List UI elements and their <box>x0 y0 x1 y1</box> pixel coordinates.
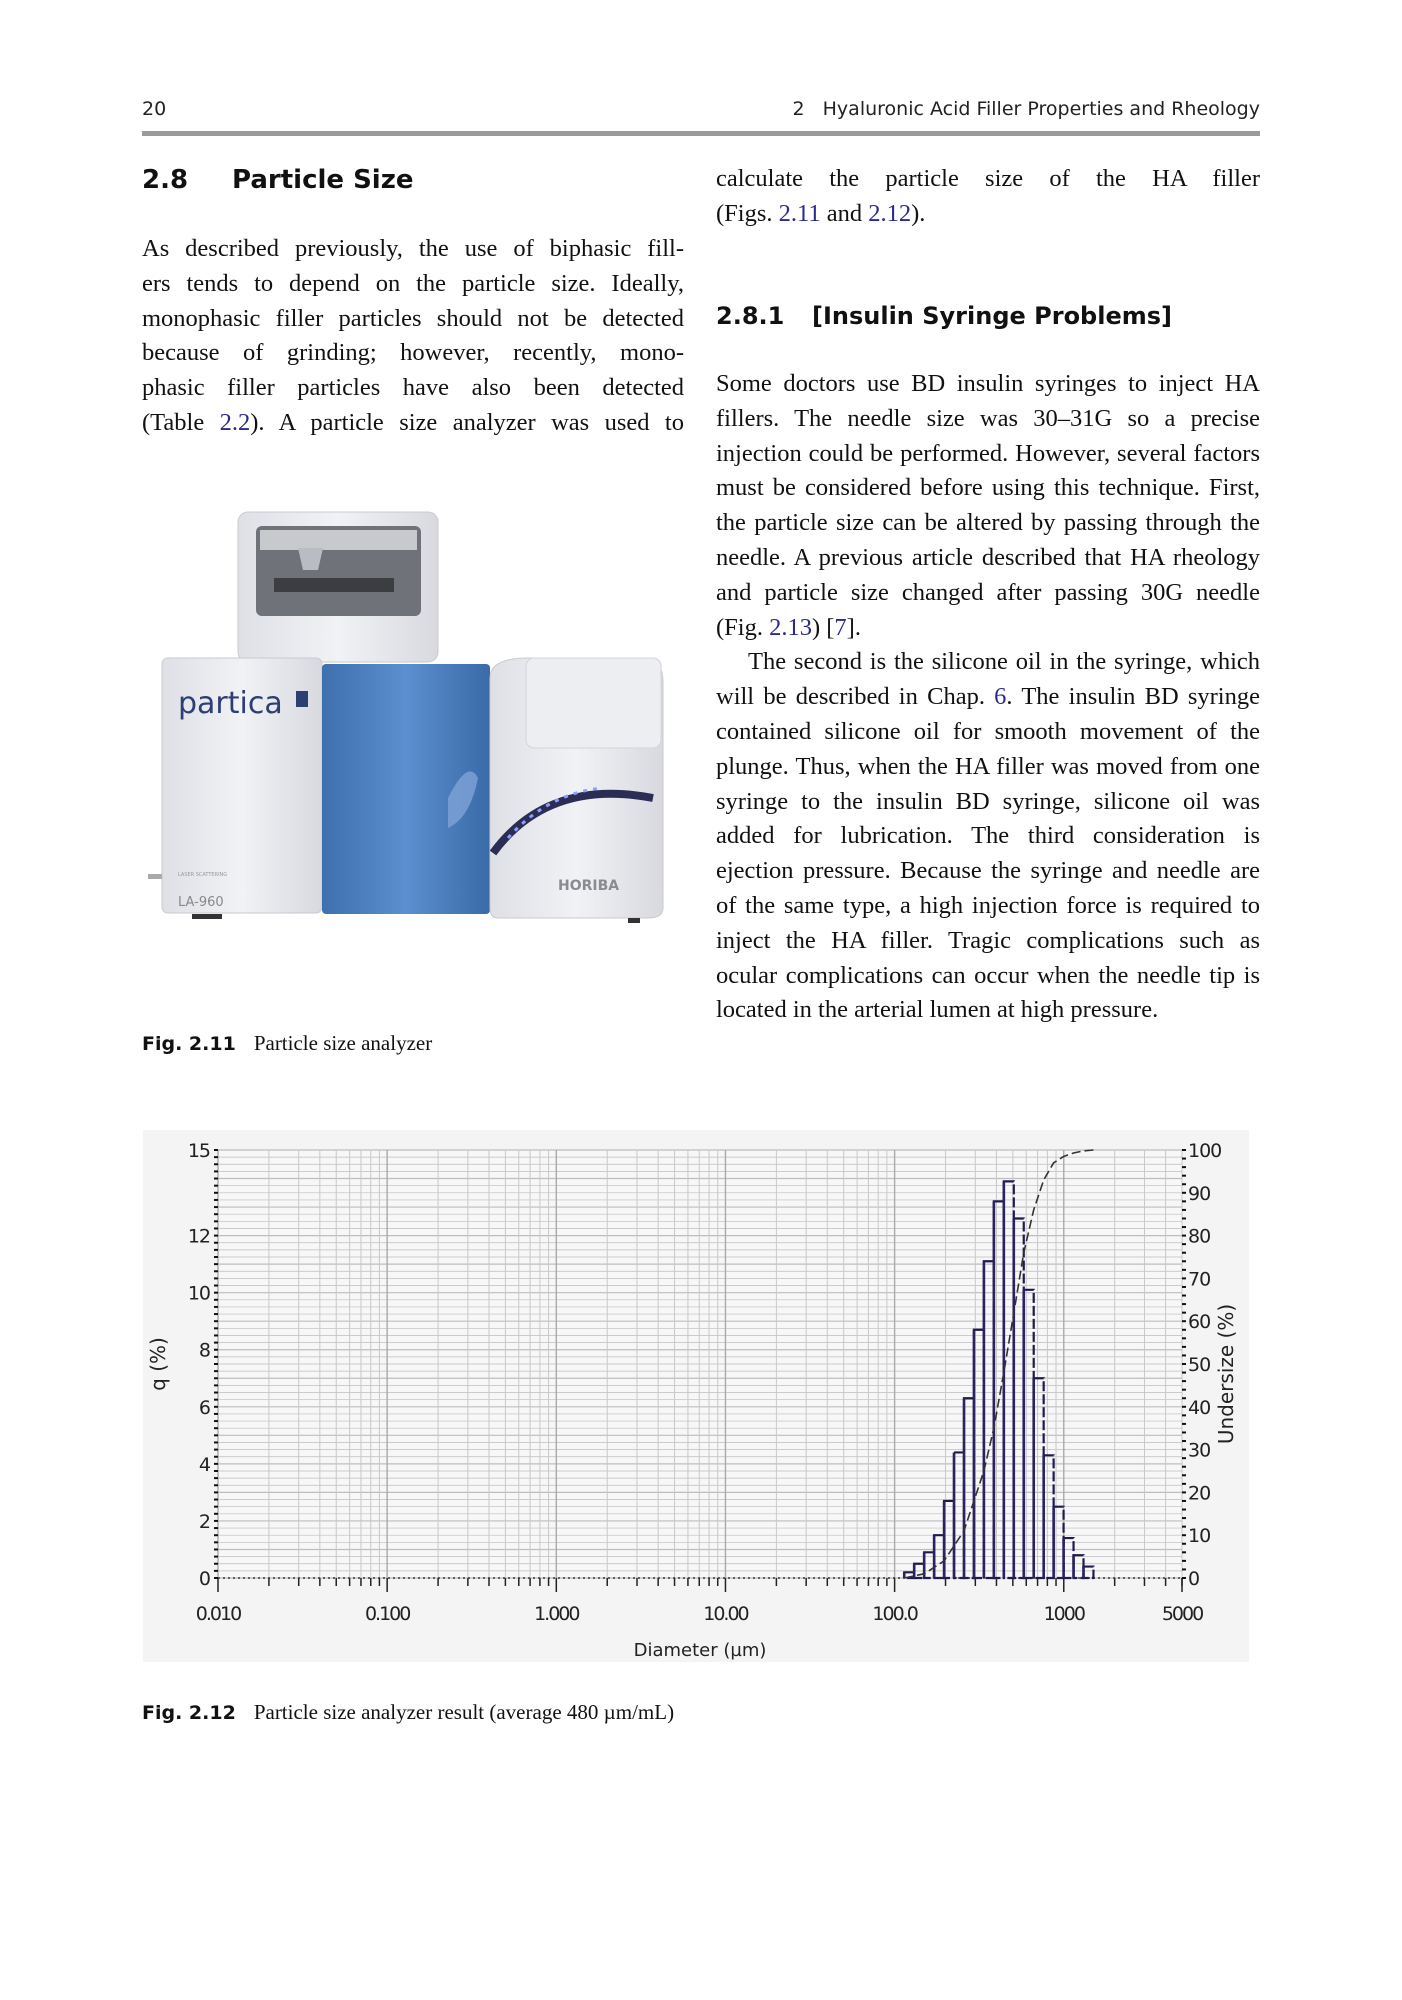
svg-text:6: 6 <box>198 1396 210 1419</box>
svg-text:HORIBA: HORIBA <box>558 878 620 894</box>
svg-text:60: 60 <box>1188 1311 1211 1334</box>
figure-link-2-11[interactable]: 2.11 <box>778 199 821 227</box>
subsection-title: [Insulin Syringe Problems] <box>812 302 1172 330</box>
table-ref-line: (Table 2.2). A particle size analyzer was used to <box>142 408 684 436</box>
paragraph-2: The second is the silicone oil in the syringe, which will be described in Chap. 6. The insulin BD syringe contained silicone oil for smooth movement of the plunge. Thus, when the HA filler was moved from one syringe to the insulin BD syringe, silicone oil was added for lubrication. The third consideration is ejection pressure. Because the syringe and needle are of the same type, a high injection force is required to inject the HA filler. Tragic complications such as ocular complications can occur when the needle tip is located in the arterial lumen at high pressure. <box>716 648 1260 1024</box>
paragraph-1: Some doctors use BD insulin syringes to inject HA fillers. The needle size was 30–31G so a precise injection could be performed. However, several factors must be considered before using this technique. First, the particle size can be altered by passing through the needle. A previous article described that HA rheology and particle size changed after passing 30G needle (Fig. 2.13) [7]. <box>716 370 1260 641</box>
section-title: Particle Size <box>232 165 414 195</box>
svg-text:10: 10 <box>1188 1525 1211 1548</box>
text-line: As described previously, the use of biphasic fill- <box>142 235 684 262</box>
svg-text:LASER SCATTERING: LASER SCATTERING <box>178 872 228 878</box>
figure-label: Fig. 2.11 <box>142 1033 236 1055</box>
figure-2-11-caption <box>142 1031 432 1056</box>
figure-caption-text: Particle size analyzer <box>253 1031 433 1055</box>
svg-text:Diameter (µm): Diameter (µm) <box>633 1640 767 1661</box>
svg-text:8: 8 <box>198 1339 210 1362</box>
svg-text:10: 10 <box>187 1282 210 1305</box>
svg-text:4: 4 <box>198 1453 210 1476</box>
figure-caption-text: Particle size analyzer result (average 480 µm/mL) <box>253 1700 675 1724</box>
svg-text:5000: 5000 <box>1161 1603 1203 1625</box>
subsection-heading <box>716 302 1172 330</box>
svg-text:100: 100 <box>1188 1140 1222 1162</box>
section-heading <box>142 165 413 195</box>
figure-link-2-13[interactable]: 2.13 <box>769 613 812 641</box>
chapter-title: 2 Hyaluronic Acid Filler Properties and Rheology <box>792 98 1260 120</box>
chart-svg <box>143 1130 1249 1662</box>
svg-text:1000: 1000 <box>1043 1603 1084 1625</box>
svg-text:40: 40 <box>1188 1396 1211 1419</box>
text-line-with-link <box>142 406 684 441</box>
text-line: calculate the particle size of the HA filler <box>716 165 1260 192</box>
svg-text:70: 70 <box>1188 1268 1211 1291</box>
header-rule <box>142 131 1260 136</box>
svg-text:90: 90 <box>1188 1182 1211 1205</box>
subsection-body <box>716 367 1260 1028</box>
section-paragraph <box>142 232 684 441</box>
brand-text: partica <box>178 686 283 721</box>
page-number: 20 <box>142 98 167 120</box>
figure-2-12-caption <box>142 1700 674 1725</box>
svg-text:0: 0 <box>1188 1568 1200 1590</box>
particle-size-distribution-chart <box>143 1130 1249 1662</box>
svg-text:15: 15 <box>187 1140 210 1162</box>
text-line: phasic filler particles have also been detected <box>142 374 684 402</box>
svg-text:q (%): q (%) <box>146 1337 170 1391</box>
text-line: (Figs. 2.11 and 2.12). <box>716 199 926 227</box>
svg-text:0.010: 0.010 <box>195 1603 241 1625</box>
chapter-link-6[interactable]: 6 <box>994 683 1007 711</box>
subsection-number: 2.8.1 <box>716 302 785 330</box>
particle-size-analyzer-photo <box>148 508 676 993</box>
text-line: because of grinding; however, recently, mono- <box>142 339 684 367</box>
section-number: 2.8 <box>142 165 189 195</box>
table-link-2-2[interactable]: 2.2 <box>219 408 251 436</box>
running-header <box>142 98 1260 124</box>
svg-text:1.000: 1.000 <box>534 1603 579 1625</box>
figure-link-2-12[interactable]: 2.12 <box>868 199 912 227</box>
svg-text:2: 2 <box>198 1510 210 1533</box>
svg-text:0: 0 <box>198 1568 210 1590</box>
svg-text:10.00: 10.00 <box>703 1603 748 1625</box>
svg-text:100.0: 100.0 <box>872 1603 917 1625</box>
svg-text:LA-960: LA-960 <box>178 895 224 910</box>
svg-text:20: 20 <box>1188 1482 1211 1505</box>
section-paragraph-continued <box>716 162 1260 232</box>
reference-link-7[interactable]: 7 <box>834 613 847 641</box>
text-line: ers tends to depend on the particle size. Ideally, <box>142 269 684 297</box>
text-line: monophasic filler particles should not be detected <box>142 304 684 332</box>
figure-label: Fig. 2.12 <box>142 1702 236 1724</box>
svg-text:12: 12 <box>187 1225 210 1248</box>
svg-text:0.100: 0.100 <box>364 1603 410 1625</box>
svg-text:80: 80 <box>1188 1225 1211 1248</box>
svg-text:50: 50 <box>1188 1354 1211 1376</box>
svg-text:30: 30 <box>1188 1439 1211 1462</box>
svg-text:Undersize (%): Undersize (%) <box>1214 1303 1238 1445</box>
